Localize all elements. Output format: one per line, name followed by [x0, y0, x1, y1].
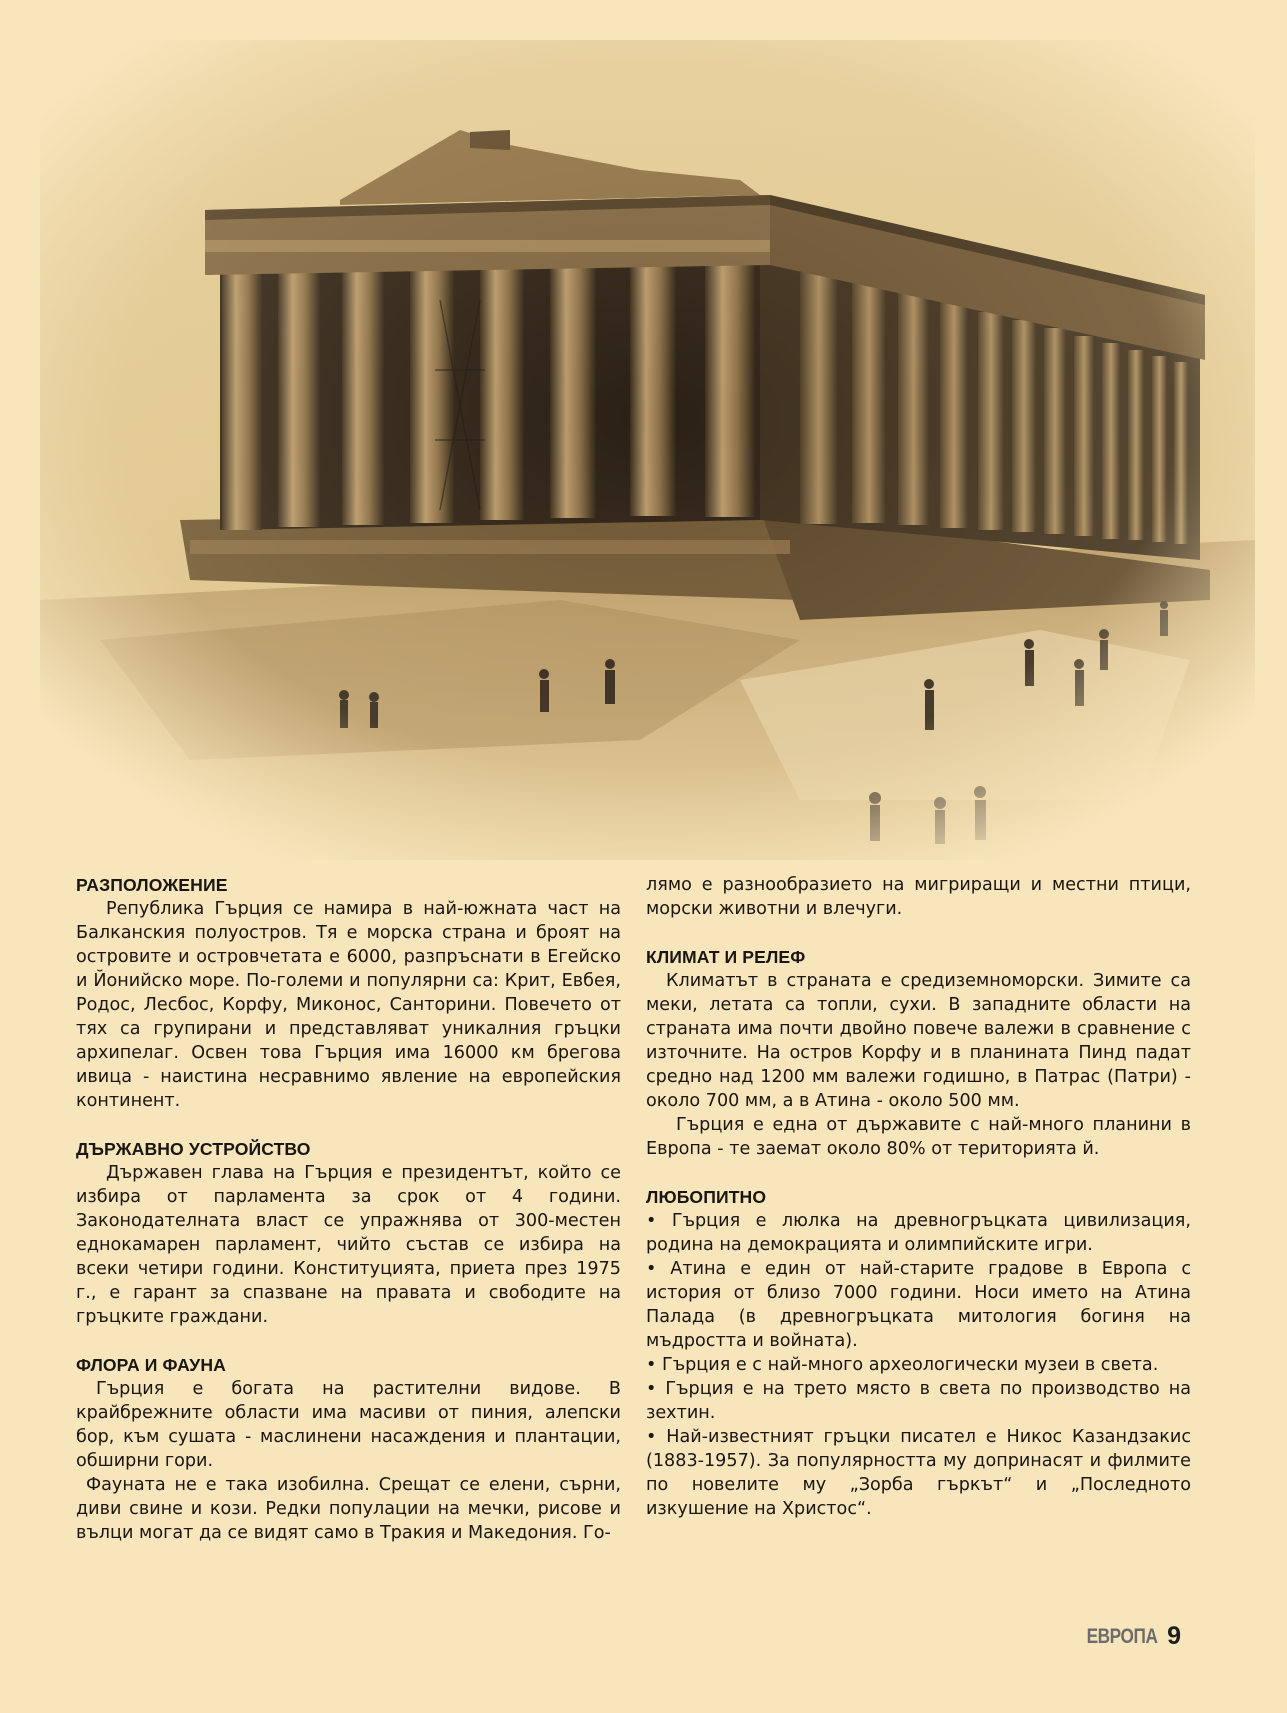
flora-continued-text: лямо е разнообразието на мигриращи и местни птици, морски животни и влечуги. [646, 875, 1191, 919]
curious-item: • Гърция е люлка на древногръцката цивилизация, родина на демокрацията и олимпийските игри. [646, 1211, 1191, 1255]
page-number: 9 [1167, 1622, 1181, 1650]
section-heading-location: РАЗПОЛОЖЕНИЕ [76, 875, 228, 895]
section-body-location: Република Гърция се намира в най-южната част на Балканския полуостров. Тя е морска страна и броят на островите и островчетата е 6000, разпръснати в Егейско и Йонийско море. По-големи и популярни са: Крит, Евбея, Родос, Лесбос, Корфу, Миконос, Санторини. Повечето от тях са групирани и представляват уникалния гръцки архипелаг. Освен това Гърция има 16000 км брегова ивица - наистина несравнимо явление на европейския континент. [76, 899, 621, 1111]
curious-item: • Атина е един от най-старите градове в Европа с история от близо 7000 години. Носи името на Атина Палада (в древногръцката митология богиня на мъдростта и войната). [646, 1259, 1191, 1351]
curious-item: • Най-известният гръцки писател е Никос Казандзакис (1883-1957). За популярността му допринасят и филмите по новелите му „Зорба гъркът“ и „Последното изкушение на Христос“. [646, 1427, 1191, 1519]
section-heading-climate: КЛИМАТ И РЕЛЕФ [646, 947, 806, 967]
parthenon-photo [40, 40, 1255, 860]
curious-item: • Гърция е с най-много археологически музеи в света. [646, 1355, 1159, 1375]
curious-item: • Гърция е на трето място в света по производство на зехтин. [646, 1379, 1191, 1423]
page-footer [1071, 1622, 1181, 1651]
section-body-climate: Климатът в страната е средиземноморски. Зимите са меки, летата са топли, сухи. В западните области на страната има почти двойно повече валежи в сравнение с източните. На остров Корфу и в планината Пинд падат средно над 1200 мм валежи годишно, в Патрас (Патри) - около 700 мм, а в Атина - около 500 мм. [646, 971, 1191, 1111]
section-heading-government: ДЪРЖАВНО УСТРОЙСТВО [76, 1139, 311, 1159]
section-heading-curious: ЛЮБОПИТНО [646, 1187, 767, 1207]
section-body-fauna: Фауната не е така изобилна. Срещат се елени, сърни, диви свине и кози. Редки популации на мечки, рисове и вълци могат да се видят само в Тракия и Македония. Го- [76, 1475, 621, 1543]
section-heading-flora: ФЛОРА И ФАУНА [76, 1355, 226, 1375]
section-body-government: Държавен глава на Гърция е президентът, който се избира от парламента за срок от 4 години. Законодателната власт се упражнява от 300-местен еднокамарен парламент, чийто състав се избира на всеки четири години. Конституцията, приета през 1975 г., е гарант за спазване на правата и свободите на гръцките граждани. [76, 1163, 621, 1327]
section-body-mountains: Гърция е една от държавите с най-много планини в Европа - те заемат около 80% от територията й. [646, 1115, 1191, 1159]
section-body-flora: Гърция е богата на растителни видове. В крайбрежните области има масиви от пиния, алепски бор, към сушата - маслинени насаждения и плантации, обширни гори. [76, 1379, 621, 1471]
right-column [646, 873, 1191, 1521]
magazine-logo: ЕВРОПА [1086, 1624, 1158, 1648]
left-column [76, 873, 621, 1545]
